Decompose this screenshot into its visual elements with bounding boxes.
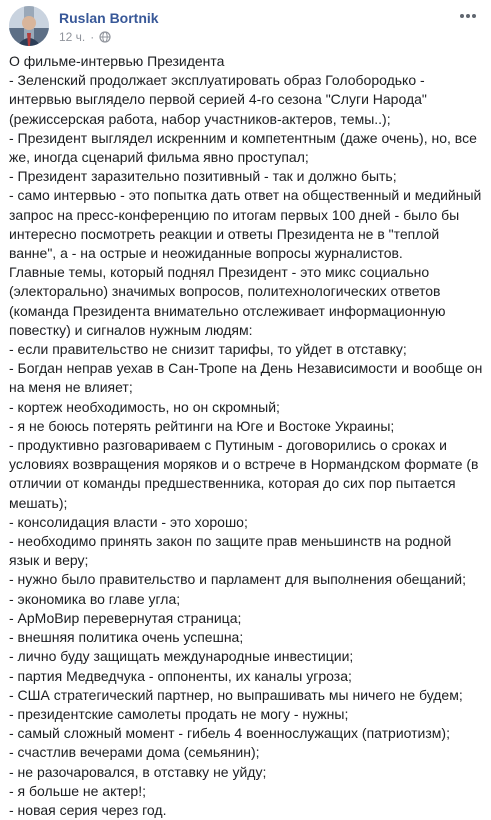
post-line: - самый сложный момент - гибель 4 военнослужащих (патриотизм); — [9, 725, 450, 742]
post-line: - Президент заразительно позитивный - так и должно быть; — [9, 168, 397, 185]
post-line: - я не боюсь потерять рейтинги на Юге и Востоке Украины; — [9, 417, 395, 434]
meta-separator: · — [90, 30, 95, 44]
post-text — [9, 52, 484, 820]
post-line: - лично буду защищать международные инвестиции; — [9, 648, 354, 665]
post-line: - Президент выглядел искренним и компетентным (даже очень), но, все же, иногда сценарий фильма явно проступал; — [9, 129, 477, 166]
post-line: - само интервью - это попытка дать ответ на общественный и медийный запрос на пресс-конференцию по итогам первых 100 дней - было бы интересно посмотреть реакции и ответы Президента не в "теплой ванне", а - на острые и неожиданные вопросы журналистов. — [9, 187, 482, 262]
post-line: - я больше не актер!; — [9, 782, 146, 799]
post-line: - новая серия через год. — [9, 801, 167, 818]
post-line: - если правительство не снизит тарифы, то уйдет в отставку; — [9, 341, 407, 358]
post-line: - нужно было правительство и парламент для выполнения обещаний; — [9, 571, 466, 588]
post-line: - счастлив вечерами дома (семьянин); — [9, 744, 260, 761]
post-line: - Зеленский продолжает эксплуатировать образ Голобородько - интервью выглядело первой серией 4-го сезона "Слуги Народа" (режиссерская работа, набор участников-актеров, темы..); — [9, 72, 427, 127]
post-line: - АрМоВир перевернутая страница; — [9, 609, 242, 626]
post-line: - президентские самолеты продать не могу - нужны; — [9, 705, 349, 722]
post-line: - необходимо принять закон по защите прав меньшинств на родной язык и веру; — [9, 533, 452, 569]
avatar[interactable] — [9, 6, 49, 46]
post-line: - экономика во главе угла; — [9, 590, 181, 607]
globe-icon[interactable] — [99, 31, 111, 43]
post-meta — [59, 30, 111, 44]
post-line: О фильме-интервью Президента — [9, 53, 225, 69]
more-horizontal-icon[interactable] — [457, 8, 479, 24]
post-line: - партия Медведчука - оппоненты, их каналы угроза; — [9, 667, 352, 684]
post-timestamp[interactable]: 12 ч. — [59, 30, 86, 44]
post-line: - внешняя политика очень успешна; — [9, 629, 244, 646]
post-line: - консолидация власти - это хорошо; — [9, 513, 248, 530]
post-line: - не разочаровался, в отставку не уйду; — [9, 763, 267, 780]
post-header — [9, 6, 481, 48]
post-line: Главные темы, который поднял Президент - это микс социально (электорально) значимых вопросов, политехнологических ответов (команда Президента внимательно отслеживает информационную повестку) и сигналов нужным людям: — [9, 264, 446, 338]
post-line: - кортеж необходимость, но он скромный; — [9, 398, 280, 415]
author-name[interactable]: Ruslan Bortnik — [59, 10, 159, 26]
post-line: - продуктивно разговариваем с Путиным - договорились о сроках и условиях возвращения моряков и о встрече в Нормандском формате (в отличии от команды предшественника, которая до сих пор пытается мешать); — [9, 437, 479, 511]
post-line: - США стратегический партнер, но выпрашивать мы ничего не будем; — [9, 686, 463, 703]
post-line: - Богдан неправ уехав в Сан-Тропе на День Независимости и вообще он на меня не влияет; — [9, 360, 483, 396]
avatar-photo — [9, 6, 49, 46]
